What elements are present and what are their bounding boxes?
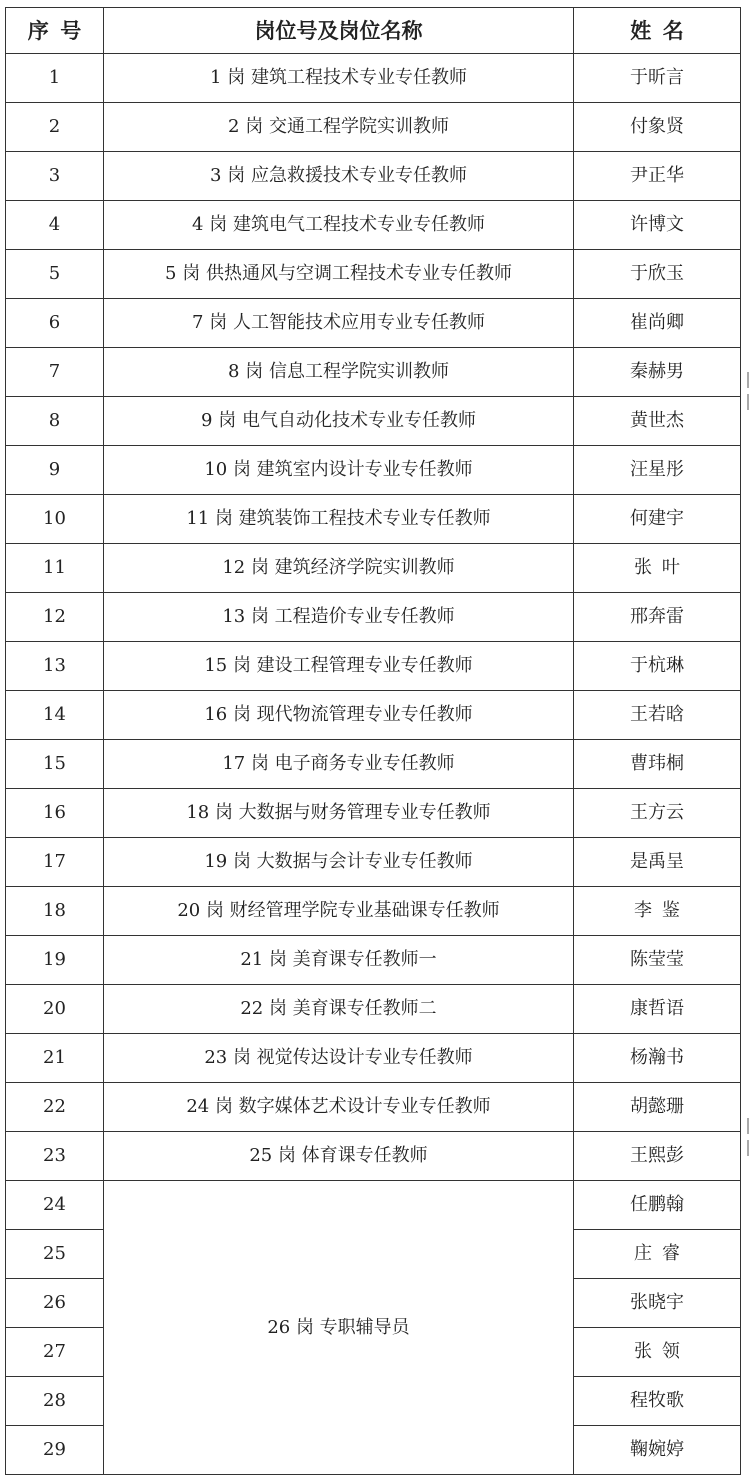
row-post: 3 岗 应急救援技术专业专任教师	[104, 152, 574, 201]
row-index: 14	[6, 691, 104, 740]
table-row	[6, 544, 741, 593]
row-post: 17 岗 电子商务专业专任教师	[104, 740, 574, 789]
row-post: 19 岗 大数据与会计专业专任教师	[104, 838, 574, 887]
table-row	[6, 936, 741, 985]
row-index: 22	[6, 1083, 104, 1132]
row-name: 黄世杰	[574, 397, 741, 446]
table-body	[6, 54, 741, 1475]
table-row	[6, 593, 741, 642]
row-index: 24	[6, 1181, 104, 1230]
row-name: 庄睿	[574, 1230, 741, 1279]
row-index: 19	[6, 936, 104, 985]
row-index: 4	[6, 201, 104, 250]
row-name: 秦赫男	[574, 348, 741, 397]
row-index: 18	[6, 887, 104, 936]
row-name: 于欣玉	[574, 250, 741, 299]
row-index: 7	[6, 348, 104, 397]
row-post: 15 岗 建设工程管理专业专任教师	[104, 642, 574, 691]
row-post: 12 岗 建筑经济学院实训教师	[104, 544, 574, 593]
row-post: 18 岗 大数据与财务管理专业专任教师	[104, 789, 574, 838]
table-row	[6, 1083, 741, 1132]
row-name: 付象贤	[574, 103, 741, 152]
row-post: 7 岗 人工智能技术应用专业专任教师	[104, 299, 574, 348]
table-row	[6, 838, 741, 887]
table-row	[6, 299, 741, 348]
row-index: 2	[6, 103, 104, 152]
row-index: 3	[6, 152, 104, 201]
row-name: 尹正华	[574, 152, 741, 201]
row-name: 李鉴	[574, 887, 741, 936]
table-row	[6, 397, 741, 446]
header-post: 岗位号及岗位名称	[104, 8, 574, 54]
row-index: 12	[6, 593, 104, 642]
row-index: 13	[6, 642, 104, 691]
table-row	[6, 1034, 741, 1083]
table-row	[6, 642, 741, 691]
row-index: 23	[6, 1132, 104, 1181]
row-name: 胡懿珊	[574, 1083, 741, 1132]
row-post: 9 岗 电气自动化技术专业专任教师	[104, 397, 574, 446]
table-row	[6, 446, 741, 495]
row-index: 29	[6, 1426, 104, 1475]
row-post: 1 岗 建筑工程技术专业专任教师	[104, 54, 574, 103]
row-name: 王若晗	[574, 691, 741, 740]
row-index: 6	[6, 299, 104, 348]
row-name: 王方云	[574, 789, 741, 838]
row-post: 23 岗 视觉传达设计专业专任教师	[104, 1034, 574, 1083]
row-name: 王熙彭	[574, 1132, 741, 1181]
row-index: 26	[6, 1279, 104, 1328]
row-index: 10	[6, 495, 104, 544]
row-post: 20 岗 财经管理学院专业基础课专任教师	[104, 887, 574, 936]
row-name: 邢奔雷	[574, 593, 741, 642]
row-index: 21	[6, 1034, 104, 1083]
row-name: 何建宇	[574, 495, 741, 544]
row-index: 25	[6, 1230, 104, 1279]
row-index: 28	[6, 1377, 104, 1426]
row-post: 21 岗 美育课专任教师一	[104, 936, 574, 985]
table-row	[6, 152, 741, 201]
table-row	[6, 103, 741, 152]
row-post: 13 岗 工程造价专业专任教师	[104, 593, 574, 642]
row-name: 于昕言	[574, 54, 741, 103]
row-post: 25 岗 体育课专任教师	[104, 1132, 574, 1181]
row-post: 2 岗 交通工程学院实训教师	[104, 103, 574, 152]
row-post: 8 岗 信息工程学院实训教师	[104, 348, 574, 397]
row-post: 4 岗 建筑电气工程技术专业专任教师	[104, 201, 574, 250]
table-row	[6, 789, 741, 838]
row-name: 鞠婉婷	[574, 1426, 741, 1475]
row-name: 是禹呈	[574, 838, 741, 887]
row-name: 许博文	[574, 201, 741, 250]
row-index: 17	[6, 838, 104, 887]
row-index: 11	[6, 544, 104, 593]
row-index: 16	[6, 789, 104, 838]
row-name: 康哲语	[574, 985, 741, 1034]
merged-post: 26 岗 专职辅导员	[104, 1181, 574, 1475]
row-index: 20	[6, 985, 104, 1034]
header-row	[6, 8, 741, 54]
row-index: 27	[6, 1328, 104, 1377]
table-row	[6, 740, 741, 789]
table-row	[6, 1132, 741, 1181]
row-index: 5	[6, 250, 104, 299]
row-name: 任鹏翰	[574, 1181, 741, 1230]
row-post: 22 岗 美育课专任教师二	[104, 985, 574, 1034]
table-row	[6, 250, 741, 299]
table-row	[6, 201, 741, 250]
table-row	[6, 887, 741, 936]
row-name: 张领	[574, 1328, 741, 1377]
row-name: 崔尚卿	[574, 299, 741, 348]
header-name: 姓名	[574, 8, 741, 54]
row-post: 16 岗 现代物流管理专业专任教师	[104, 691, 574, 740]
row-name: 张叶	[574, 544, 741, 593]
row-name: 汪星彤	[574, 446, 741, 495]
row-post: 5 岗 供热通风与空调工程技术专业专任教师	[104, 250, 574, 299]
row-name: 张晓宇	[574, 1279, 741, 1328]
row-name: 程牧歌	[574, 1377, 741, 1426]
row-post: 24 岗 数字媒体艺术设计专业专任教师	[104, 1083, 574, 1132]
row-name: 曹玮桐	[574, 740, 741, 789]
table-row	[6, 985, 741, 1034]
recruitment-results-table	[5, 7, 741, 1475]
row-index: 15	[6, 740, 104, 789]
table-row	[6, 495, 741, 544]
row-index: 8	[6, 397, 104, 446]
header-index: 序号	[6, 8, 104, 54]
row-index: 9	[6, 446, 104, 495]
row-index: 1	[6, 54, 104, 103]
row-post: 11 岗 建筑装饰工程技术专业专任教师	[104, 495, 574, 544]
table-row	[6, 348, 741, 397]
row-name: 于杭琳	[574, 642, 741, 691]
row-post: 10 岗 建筑室内设计专业专任教师	[104, 446, 574, 495]
table-row	[6, 54, 741, 103]
row-name: 杨瀚书	[574, 1034, 741, 1083]
table-row	[6, 1181, 741, 1230]
row-name: 陈莹莹	[574, 936, 741, 985]
table-row	[6, 691, 741, 740]
